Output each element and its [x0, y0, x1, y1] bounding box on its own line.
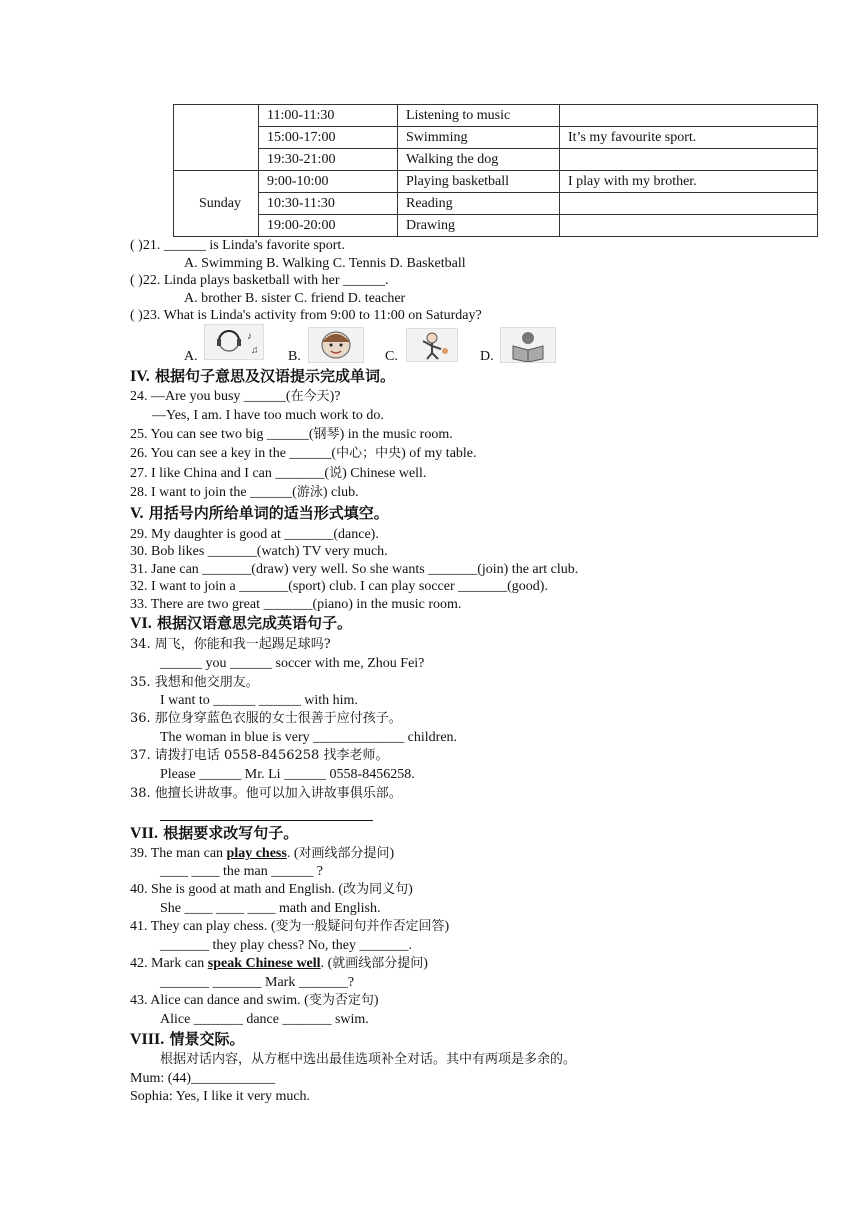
q24-post: )?	[329, 389, 341, 404]
activity-cell: Reading	[398, 193, 560, 215]
q42-end: )	[423, 956, 428, 971]
section-title: 用括号内所给单词的适当形式填空。	[148, 504, 389, 522]
q25-pre: 25. You can see two big ______(	[130, 427, 314, 442]
q27-hint: 说	[329, 466, 343, 481]
section-number: VI.	[130, 615, 152, 632]
time-cell: 19:00-20:00	[259, 215, 398, 237]
schedule-table	[173, 104, 818, 237]
q32: 32. I want to join a _______(sport) club. I can play soccer _______(good).	[130, 579, 548, 594]
q25	[130, 426, 453, 444]
q23-option-d-label: D.	[480, 349, 494, 364]
q29: 29. My daughter is good at _______(dance).	[130, 527, 379, 542]
q24-hint: 在今天	[290, 389, 330, 404]
section-title: 根据汉语意思完成英语句子。	[157, 614, 353, 632]
q26-pre: 26. You can see a key in the ______(	[130, 446, 337, 461]
day-cell-sunday: Sunday	[174, 171, 259, 237]
table-row	[174, 215, 818, 237]
section-vi-heading	[130, 614, 352, 633]
q39	[130, 845, 394, 863]
q41-pre: 41. They can play chess. (	[130, 919, 276, 934]
q38-chinese: 38. 他擅长讲故事。他可以加入讲故事俱乐部。	[130, 786, 402, 801]
note-cell: It’s my favourite sport.	[560, 127, 818, 149]
note-cell: I play with my brother.	[560, 171, 818, 193]
q26-hint: 中心；中央	[336, 446, 402, 461]
q42-instruction: 就画线部分提问	[332, 956, 424, 971]
q41-answer: _______ they play chess? No, they _______.	[160, 938, 412, 953]
q22-options: A. brother B. sister C. friend D. teacher	[184, 291, 406, 306]
q21-stem: ( )21. ______ is Linda's favorite sport.	[130, 238, 345, 253]
table-row	[174, 193, 818, 215]
q30: 30. Bob likes _______(watch) TV very much.	[130, 544, 388, 559]
q40-answer: She ____ ____ ____ math and English.	[160, 901, 381, 916]
q27	[130, 465, 426, 483]
q42-answer: _______ _______ Mark _______?	[160, 975, 355, 990]
time-cell: 9:00-10:00	[259, 171, 398, 193]
girl-headphones-icon	[205, 325, 263, 359]
q42-underlined: speak Chinese well	[207, 956, 321, 971]
q28	[130, 484, 359, 502]
section-number: IV.	[130, 368, 150, 385]
q37-english: Please ______ Mr. Li ______ 0558-8456258.	[160, 767, 415, 782]
q39-post: . (	[286, 846, 299, 861]
q28-hint: 游泳	[296, 485, 323, 500]
activity-cell: Drawing	[398, 215, 560, 237]
q41	[130, 918, 449, 936]
q27-post: ) Chinese well.	[342, 466, 427, 481]
q23-option-c-label: C.	[385, 349, 398, 364]
q36-chinese: 36. 那位身穿蓝色衣服的女士很善于应付孩子。	[130, 711, 402, 726]
playing-picture	[406, 328, 458, 362]
q43-answer: Alice _______ dance _______ swim.	[160, 1012, 369, 1027]
q41-instruction: 变为一般疑问句并作否定回答	[275, 919, 445, 934]
section-viii-instruction: 根据对话内容，从方框中选出最佳选项补全对话。其中有两项是多余的。	[160, 1052, 577, 1067]
q25-hint: 钢琴	[313, 427, 340, 442]
q35-chinese: 35. 我想和他交朋友。	[130, 675, 259, 690]
time-cell: 11:00-11:30	[259, 105, 398, 127]
day-cell-saturday	[174, 105, 259, 171]
q40-pre: 40. She is good at math and English. (	[130, 882, 344, 897]
q42	[130, 955, 428, 973]
reading-book-icon	[501, 328, 555, 362]
q26	[130, 445, 477, 463]
face-picture	[308, 327, 364, 363]
activity-cell: Listening to music	[398, 105, 560, 127]
q25-post: ) in the music room.	[339, 427, 453, 442]
girl-face-icon	[309, 328, 363, 362]
note-cell	[560, 105, 818, 127]
q38-answer-line	[160, 820, 373, 821]
table-row	[174, 105, 818, 127]
q22-stem: ( )22. Linda plays basketball with her ______.	[130, 273, 389, 288]
section-title: 根据要求改写句子。	[163, 824, 299, 842]
q43-end: )	[373, 993, 379, 1008]
dialogue-sophia-line: Sophia: Yes, I like it very much.	[130, 1089, 311, 1104]
q33: 33. There are two great _______(piano) in the music room.	[130, 597, 462, 612]
q40	[130, 881, 413, 899]
note-cell	[560, 193, 818, 215]
table-row	[174, 149, 818, 171]
child-playing-icon	[407, 329, 457, 361]
listening-music-picture	[204, 324, 264, 360]
q40-instruction: 改为同义句	[343, 882, 409, 897]
q21-options: A. Swimming B. Walking C. Tennis D. Basketball	[184, 256, 466, 271]
note-cell	[560, 215, 818, 237]
q28-pre: 28. I want to join the ______(	[130, 485, 297, 500]
q40-end: )	[408, 882, 413, 897]
section-title: 情景交际。	[169, 1030, 245, 1048]
q41-end: )	[444, 919, 450, 934]
section-number: V.	[130, 505, 144, 522]
q24-line2: —Yes, I am. I have too much work to do.	[152, 408, 384, 423]
q37-chinese: 37. 请拨打电话 0558-8456258 找李老师。	[130, 748, 389, 763]
q23-stem: ( )23. What is Linda's activity from 9:00 to 11:00 on Saturday?	[130, 308, 482, 323]
q24-pre: 24. —Are you busy ______(	[130, 389, 291, 404]
q34-english: ______ you ______ soccer with me, Zhou Fei?	[160, 656, 425, 671]
reading-picture	[500, 327, 556, 363]
svg-text:♪: ♪	[247, 331, 252, 342]
activity-cell: Swimming	[398, 127, 560, 149]
q39-pre: 39. The man can	[130, 846, 227, 861]
section-vii-heading	[130, 824, 298, 843]
q34-chinese: 34. 周飞，你能和我一起踢足球吗?	[130, 637, 331, 652]
q23-option-a-label: A.	[184, 349, 198, 364]
section-number: VII.	[130, 825, 159, 842]
q36-english: The woman in blue is very _____________ children.	[160, 730, 458, 745]
q43	[130, 992, 379, 1010]
activity-cell: Walking the dog	[398, 149, 560, 171]
q39-end: )	[389, 846, 395, 861]
time-cell: 15:00-17:00	[259, 127, 398, 149]
section-viii-heading	[130, 1030, 244, 1049]
q24-line1	[130, 388, 341, 406]
section-number: VIII.	[130, 1031, 165, 1048]
section-iv-heading	[130, 367, 395, 386]
q31: 31. Jane can _______(draw) very well. So she wants _______(join) the art club.	[130, 562, 579, 577]
table-row	[174, 127, 818, 149]
activity-cell: Playing basketball	[398, 171, 560, 193]
svg-text:♫: ♫	[251, 345, 259, 356]
q39-answer: ____ ____ the man ______ ?	[160, 864, 323, 879]
q43-pre: 43. Alice can dance and swim. (	[130, 993, 309, 1008]
time-cell: 19:30-21:00	[259, 149, 398, 171]
q23-option-b-label: B.	[288, 349, 301, 364]
section-title: 根据句子意思及汉语提示完成单词。	[154, 367, 395, 385]
q42-pre: 42. Mark can	[130, 956, 208, 971]
table-row	[174, 171, 818, 193]
q26-post: ) of my table.	[401, 446, 477, 461]
q39-underlined: play chess	[226, 846, 287, 861]
note-cell	[560, 149, 818, 171]
section-v-heading	[130, 504, 389, 523]
q39-instruction: 对画线部分提问	[298, 846, 390, 861]
q43-instruction: 变为否定句	[308, 993, 374, 1008]
dialogue-mum-line: Mum: (44)____________	[130, 1071, 276, 1086]
q42-post: . (	[320, 956, 333, 971]
time-cell: 10:30-11:30	[259, 193, 398, 215]
q28-post: ) club.	[322, 485, 359, 500]
q35-english: I want to ______ ______ with him.	[160, 693, 358, 708]
q27-pre: 27. I like China and I can _______(	[130, 466, 330, 481]
